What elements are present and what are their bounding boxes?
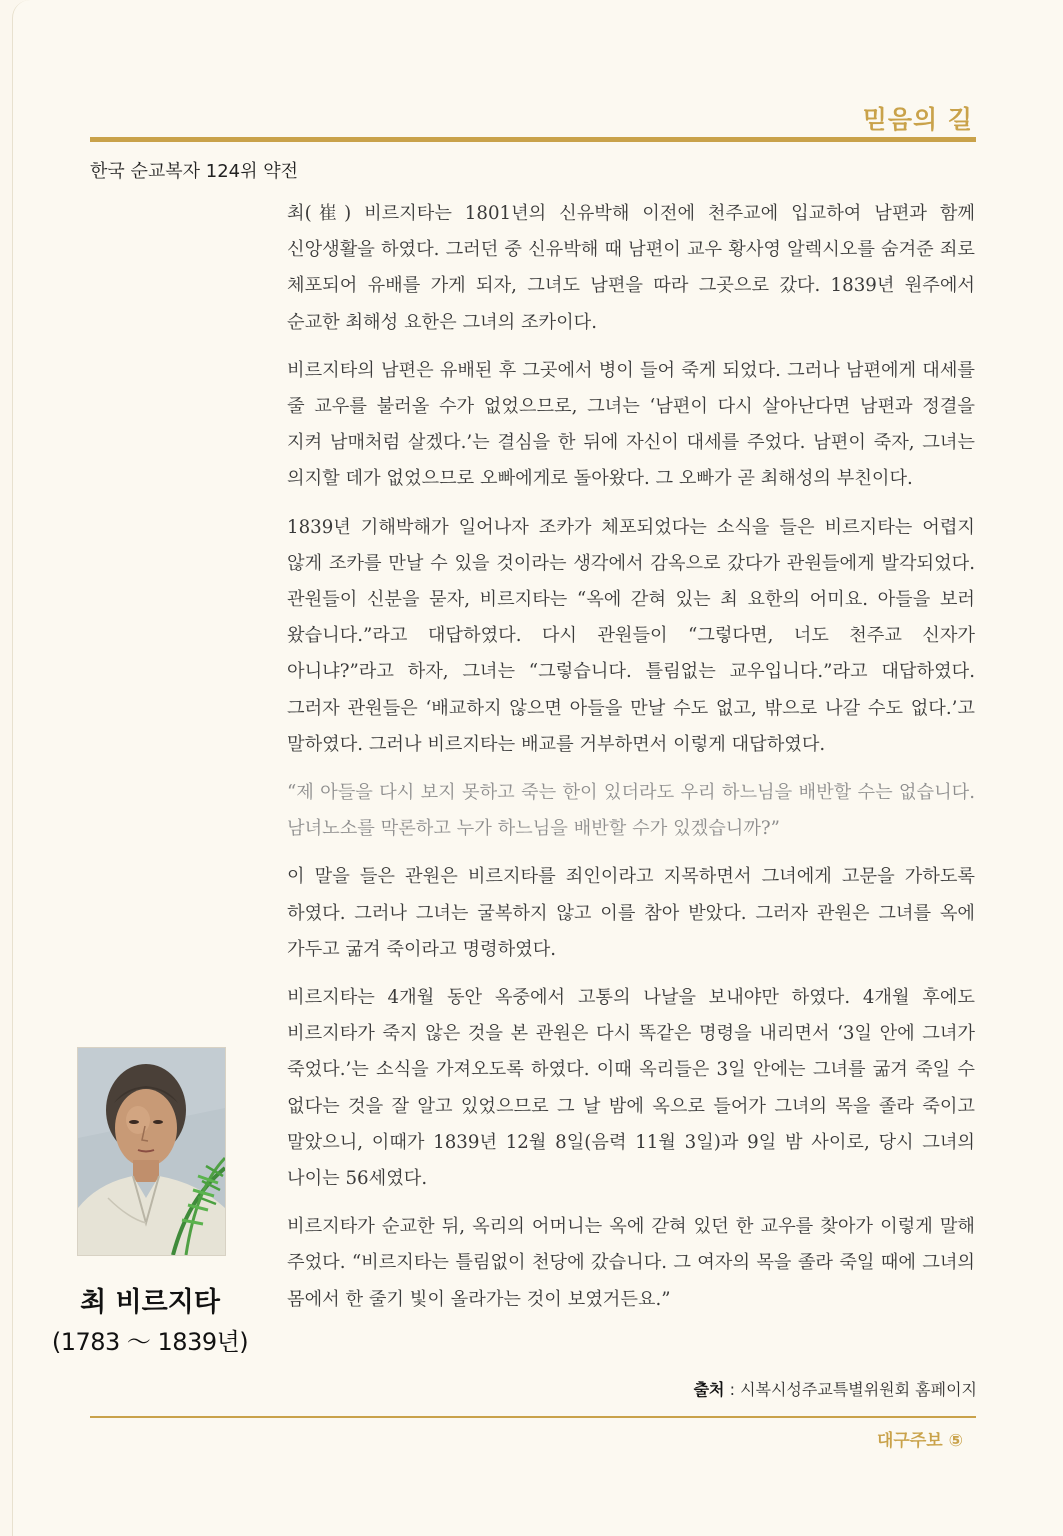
section-label: 믿음의 길 (862, 105, 973, 134)
bottom-divider (90, 1416, 976, 1418)
portrait-years: (1783 ～ 1839년) (51, 1328, 249, 1356)
top-divider (90, 137, 976, 142)
source-label: 출처 (693, 1380, 725, 1399)
portrait-name: 최 비르지타 (80, 1287, 220, 1318)
source-separator: : (724, 1380, 741, 1399)
paragraph-7: 비르지타가 순교한 뒤, 옥리의 어머니는 옥에 갇혀 있던 한 교우를 찾아가 이렇게 말해 주었다. “비르지타는 틀림없이 천당에 갔습니다. 그 여자의 목을 졸라 죽일 때에 그녀의 몸에서 한 줄기 빛이 올라가는 것이 보였거든요.” (287, 1216, 975, 1310)
paragraph-2: 비르지타의 남편은 유배된 후 그곳에서 병이 들어 죽게 되었다. 그러나 남편에게 대세를 줄 교우를 불러올 수가 없었으므로, 그녀는 ‘남편이 다시 살아난다면 남편과 정결을 지켜 남매처럼 살겠다.’는 결심을 한 뒤에 자신이 대세를 주었다. 남편이 죽자, 그녀는 의지할 데가 없었으므로 오빠에게로 돌아왔다. 그 오빠가 곧 최해성의 부친이다. (287, 359, 975, 490)
paragraph-1: 최(崔) 비르지타는 1801년의 신유박해 이전에 천주교에 입교하여 남편과 함께 신앙생활을 하였다. 그러던 중 신유박해 때 남편이 교우 황사영 알렉시오를 숨겨준 죄로 체포되어 유배를 가게 되자, 그녀도 남편을 따라 그곳으로 갔다. 1839년 원주에서 순교한 최해성 요한은 그녀의 조카이다. (287, 203, 975, 333)
source-credit (694, 1377, 977, 1400)
paragraph-3: 1839년 기해박해가 일어나자 조카가 체포되었다는 소식을 들은 비르지타는 어렵지 않게 조카를 만날 수 있을 것이라는 생각에서 감옥으로 갔다가 관원들에게 발각되었다. 관원들이 신분을 묻자, 비르지타는 “옥에 갇혀 있는 최 요한의 어미요. 아들을 보러 왔습니다.”라고 대답하였다. 다시 관원들이 “그렇다면, 너도 천주교 신자가 아니냐?”라고 하자, 그녀는 “그렇습니다. 틀림없는 교우입니다.”라고 대답하였다. 그러자 관원들은 ‘배교하지 않으면 아들을 만날 수도 없고, 밖으로 나갈 수도 없다.’고 말하였다. 그러나 비르지타는 배교를 거부하면서 이렇게 대답하였다. (287, 516, 975, 755)
portrait-illustration (78, 1048, 225, 1255)
source-value: 시복시성주교특별위원회 홈페이지 (740, 1380, 977, 1399)
series-title: 한국 순교복자 124위 약전 (90, 161, 299, 182)
article-body (287, 196, 975, 1330)
paragraph-5: 이 말을 들은 관원은 비르지타를 죄인이라고 지목하면서 그녀에게 고문을 가하도록 하였다. 그러나 그녀는 굴복하지 않고 이를 참아 받았다. 그러자 관원은 그녀를 옥에 가두고 굶겨 죽이라고 명령하였다. (287, 866, 975, 960)
paragraph-6: 비르지타는 4개월 동안 옥중에서 고통의 나날을 보내야만 하였다. 4개월 후에도 비르지타가 죽지 않은 것을 본 관원은 다시 똑같은 명령을 내리면서 ‘3일 안에 그녀가 죽었다.’는 소식을 가져오도록 하였다. 이때 옥리들은 3일 안에는 그녀를 굶겨 죽일 수 없다는 것을 잘 알고 있었으므로 그 날 밤에 옥으로 들어가 그녀의 목을 졸라 죽이고 말았으니, 이때가 1839년 12월 8일(음력 11월 3일)과 9일 밤 사이로, 당시 그녀의 나이는 56세였다. (287, 987, 975, 1190)
footer-label: 대구주보 ⑤ (877, 1431, 963, 1451)
quote-paragraph: “제 아들을 다시 보지 못하고 죽는 한이 있더라도 우리 하느님을 배반할 수는 없습니다. 남녀노소를 막론하고 누가 하느님을 배반할 수가 있겠습니까?” (287, 782, 975, 840)
portrait-painting (77, 1047, 226, 1256)
